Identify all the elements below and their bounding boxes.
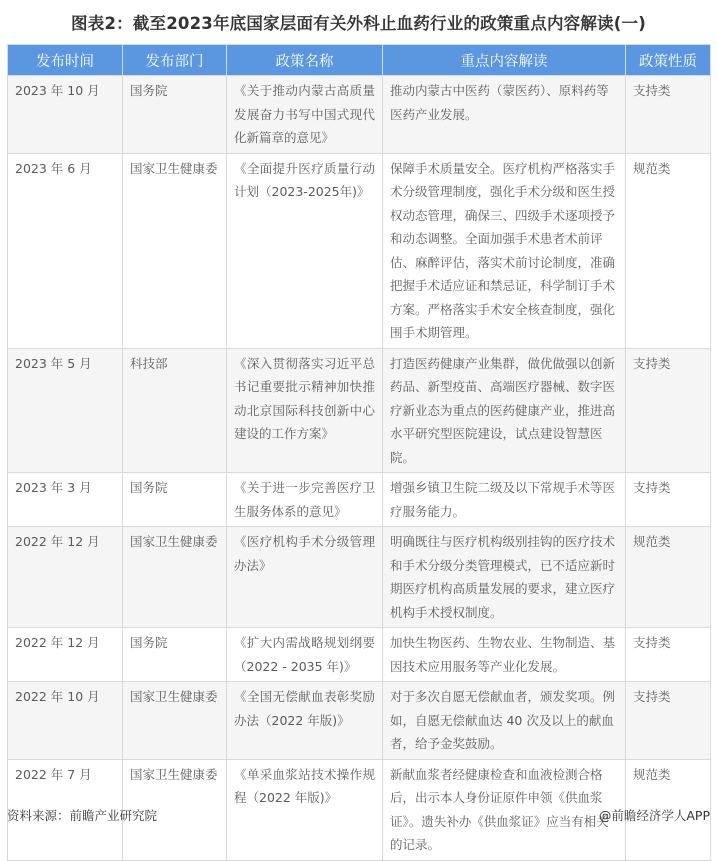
cell-dept: 国家卫生健康委 <box>123 527 227 628</box>
cell-time: 2022 年 10 月 <box>8 682 123 760</box>
cell-policy-name: 《单采血浆站技术操作规程（2022 年版)》 <box>227 759 383 860</box>
table-row <box>8 527 711 628</box>
cell-time: 2023 年 5 月 <box>8 348 123 473</box>
cell-content: 增强乡镇卫生院二级及以下常规手术等医疗服务能力。 <box>383 473 626 527</box>
cell-policy-name: 《全国无偿献血表彰奖励办法（2022 年版)》 <box>227 682 383 760</box>
header-content: 重点内容解读 <box>383 45 626 76</box>
table-row <box>8 682 711 760</box>
cell-policy-name: 《关于推动内蒙古高质量发展奋力书写中国式现代化新篇章的意见》 <box>227 76 383 154</box>
header-nature: 政策性质 <box>626 45 711 76</box>
cell-policy-name: 《扩大内需战略规划纲要（2022 - 2035 年)》 <box>227 628 383 682</box>
header-dept: 发布部门 <box>123 45 227 76</box>
table-row <box>8 348 711 473</box>
table-row <box>8 153 711 348</box>
cell-content: 加快生物医药、生物农业、生物制造、基因技术应用服务等产业化发展。 <box>383 628 626 682</box>
cell-policy-name: 《全面提升医疗质量行动计划（2023-2025年)》 <box>227 153 383 348</box>
cell-nature: 支持类 <box>626 682 711 760</box>
source-note: 资料来源：前瞻产业研究院 <box>7 808 158 823</box>
cell-dept: 国务院 <box>123 628 227 682</box>
table-row <box>8 473 711 527</box>
cell-content: 保障手术质量安全。医疗机构严格落实手术分级管理制度，强化手术分级和医生授权动态管理，确保三、四级手术逐项授予和动态调整。全面加强手术患者术前评估、麻醉评估，落实术前讨论制度，准确把握手术适应证和禁忌证，科学制订手术方案。严格落实手术安全核查制度，强化围手术期管理。 <box>383 153 626 348</box>
cell-time: 2023 年 3 月 <box>8 473 123 527</box>
cell-dept: 国家卫生健康委 <box>123 153 227 348</box>
cell-dept: 国务院 <box>123 473 227 527</box>
cell-dept: 科技部 <box>123 348 227 473</box>
header-time: 发布时间 <box>8 45 123 76</box>
table-row <box>8 76 711 154</box>
cell-policy-name: 《医疗机构手术分级管理办法》 <box>227 527 383 628</box>
cell-content: 对于多次自愿无偿献血者，颁发奖项。例如，自愿无偿献血达 40 次及以上的献血者，给予金奖鼓励。 <box>383 682 626 760</box>
cell-time: 2023 年 6 月 <box>8 153 123 348</box>
table-row <box>8 628 711 682</box>
cell-nature: 支持类 <box>626 348 711 473</box>
credit-note: @前瞻经济学人APP <box>598 808 710 823</box>
cell-content: 打造医药健康产业集群，做优做强以创新药品、新型疫苗、高端医疗器械、数字医疗新业态为重点的医药健康产业，推进高水平研究型医院建设，试点建设智慧医院。 <box>383 348 626 473</box>
cell-time: 2022 年 7 月 <box>8 759 123 860</box>
header-policy-name: 政策名称 <box>227 45 383 76</box>
cell-nature: 支持类 <box>626 76 711 154</box>
cell-time: 2023 年 10 月 <box>8 76 123 154</box>
cell-nature: 规范类 <box>626 153 711 348</box>
cell-content: 新献血浆者经健康检查和血液检测合格后，出示本人身份证原件申领《供血浆证》。遗失补办《供血浆证》应当有相关的记录。 <box>383 759 626 860</box>
policy-table <box>7 44 711 861</box>
cell-time: 2022 年 12 月 <box>8 628 123 682</box>
cell-policy-name: 《关于进一步完善医疗卫生服务体系的意见》 <box>227 473 383 527</box>
cell-policy-name: 《深入贯彻落实习近平总书记重要批示精神加快推动北京国际科技创新中心建设的工作方案》 <box>227 348 383 473</box>
cell-time: 2022 年 12 月 <box>8 527 123 628</box>
figure-title: 图表2：截至2023年底国家层面有关外科止血药行业的政策重点内容解读(一) <box>71 14 646 33</box>
cell-nature: 支持类 <box>626 628 711 682</box>
cell-dept: 国家卫生健康委 <box>123 759 227 860</box>
cell-dept: 国家卫生健康委 <box>123 682 227 760</box>
cell-dept: 国务院 <box>123 76 227 154</box>
table-header-row <box>8 45 711 76</box>
cell-nature: 支持类 <box>626 473 711 527</box>
cell-nature: 规范类 <box>626 759 711 860</box>
cell-content: 推动内蒙古中医药（蒙医药）、原料药等医药产业发展。 <box>383 76 626 154</box>
cell-nature: 规范类 <box>626 527 711 628</box>
cell-content: 明确既往与医疗机构级别挂钩的医疗技术和手术分级分类管理模式，已不适应新时期医疗机构高质量发展的要求，建立医疗机构手术授权制度。 <box>383 527 626 628</box>
